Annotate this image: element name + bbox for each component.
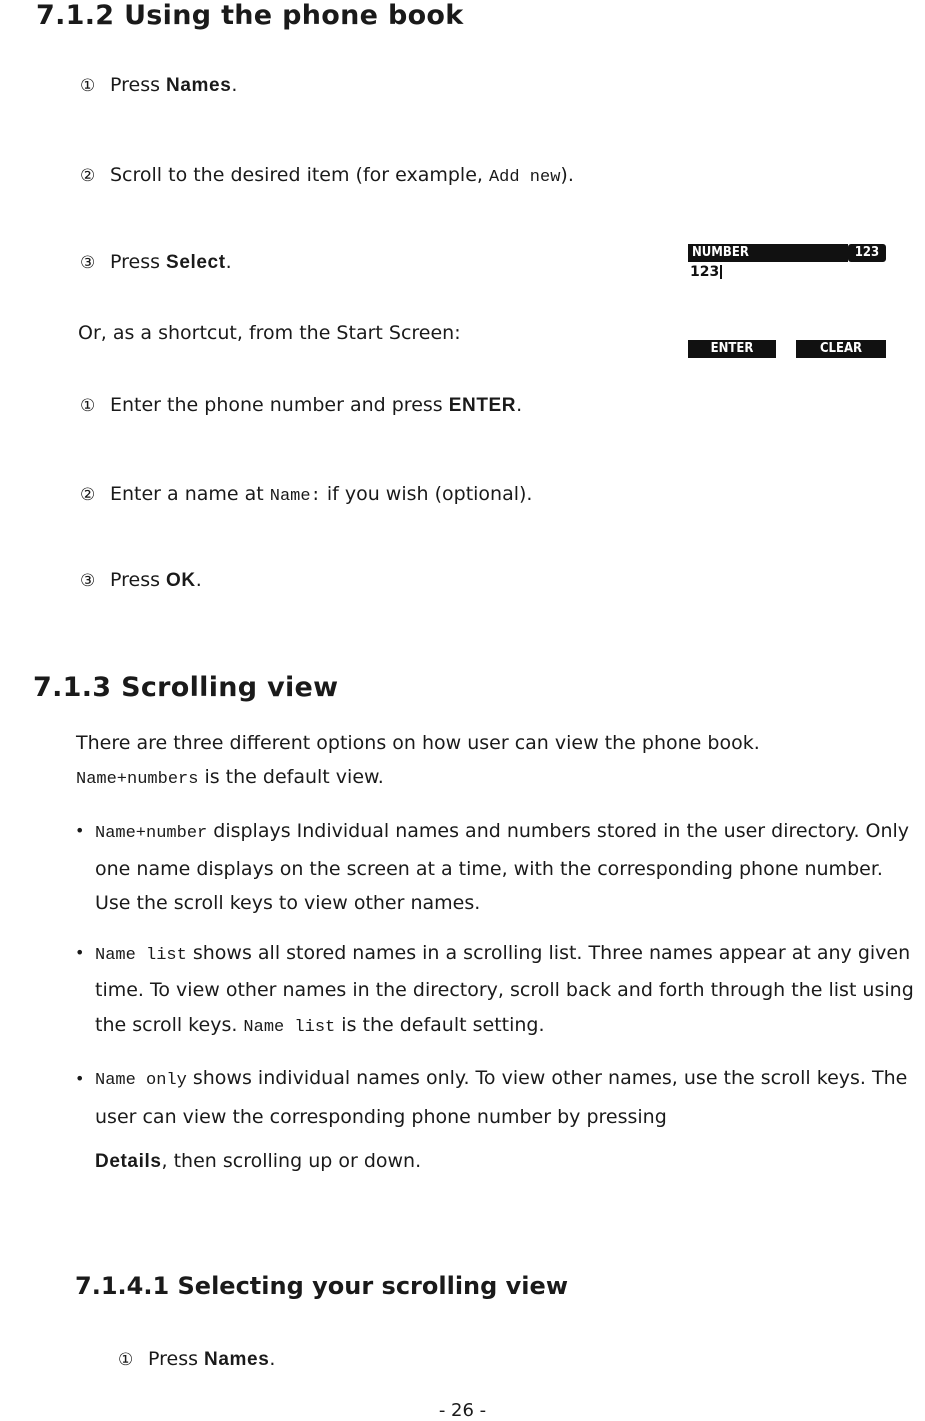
text-cursor <box>720 265 722 279</box>
view-option-name: Name only <box>95 1071 187 1090</box>
step-number: ① <box>80 76 96 96</box>
step-text: Scroll to the desired item (for example, <box>110 164 489 186</box>
keyword: ENTER <box>448 395 517 416</box>
step-text: if you wish (optional). <box>320 483 533 505</box>
shortcut-intro: Or, as a shortcut, from the Start Screen: <box>78 322 461 344</box>
step-a-1 <box>80 74 237 97</box>
softkey-enter: ENTER <box>688 340 776 358</box>
section-title-7-1-4-1: 7.1.4.1 Selecting your scrolling view <box>75 1272 568 1300</box>
view-option-name: Name+numbers <box>76 770 199 789</box>
step-c-1 <box>118 1348 275 1371</box>
number-input-display <box>690 264 722 280</box>
step-a-3 <box>80 251 232 274</box>
number-input-value: 123 <box>690 264 720 280</box>
intro-line-2 <box>76 760 384 797</box>
keyword: Select <box>166 252 226 273</box>
page-number: - 26 - <box>438 1400 487 1421</box>
step-b-3 <box>80 569 202 592</box>
step-number: ② <box>80 485 96 505</box>
step-text: . <box>269 1348 276 1370</box>
keyword: Details <box>95 1151 162 1172</box>
keyword: Names <box>204 1349 270 1370</box>
view-options-list <box>75 814 920 1203</box>
section-title-7-1-2: 7.1.2 Using the phone book <box>36 0 464 31</box>
list-item-text: is the default setting. <box>335 1013 545 1036</box>
step-number: ② <box>80 166 96 186</box>
step-text: Enter a name at <box>110 483 270 505</box>
step-text: ). <box>560 164 574 186</box>
list-item-text: shows all stored names in a scrolling list. Three names appear at any given time. To view other names in the directory, scroll back and forth through the list using the scroll keys. <box>95 941 914 1036</box>
step-text: Enter the phone number and press <box>110 394 449 416</box>
step-a-2 <box>80 164 574 187</box>
step-number: ③ <box>80 253 96 273</box>
view-option-name: Name list <box>243 1017 336 1037</box>
menu-item-name: Add new <box>488 168 561 187</box>
keyword: OK <box>166 570 196 591</box>
step-number: ③ <box>80 571 96 591</box>
step-text: . <box>195 569 202 591</box>
step-text: Press <box>148 1348 205 1370</box>
view-option-name: Name+number <box>95 824 208 843</box>
screen-title-bar: NUMBER <box>688 244 848 262</box>
step-text: Press <box>110 251 167 273</box>
softkey-clear: CLEAR <box>796 340 886 358</box>
step-b-1 <box>80 394 522 417</box>
step-text: . <box>225 251 232 273</box>
list-item <box>75 814 920 921</box>
input-mode-indicator: 123 <box>848 244 886 262</box>
view-option-name: Name list <box>95 945 187 965</box>
list-item-text: shows individual names only. To view other names, use the scroll keys. The user can view the corresponding phone number by pressing <box>95 1067 908 1128</box>
intro-text: is the default view. <box>198 766 384 788</box>
section-title-7-1-3: 7.1.3 Scrolling view <box>33 672 339 703</box>
step-text: . <box>516 394 523 416</box>
keyword: Names <box>166 75 232 96</box>
step-text: . <box>231 74 238 96</box>
step-b-2 <box>80 483 532 506</box>
step-text: Press <box>110 74 167 96</box>
list-item <box>75 1060 920 1188</box>
step-number: ① <box>80 396 96 416</box>
step-number: ① <box>118 1350 134 1370</box>
list-item <box>75 936 920 1046</box>
step-text: Press <box>110 569 167 591</box>
intro-line-1: There are three different options on how user can view the phone book. <box>76 732 760 754</box>
phone-screen-illustration <box>688 244 888 360</box>
list-item-text: , then scrolling up or down. <box>161 1150 422 1172</box>
list-item-text: displays Individual names and numbers stored in the user directory. Only one name displays on the screen at a time, with the corresponding phone number. Use the scroll keys to view other names. <box>95 820 910 914</box>
field-name: Name: <box>269 487 321 506</box>
